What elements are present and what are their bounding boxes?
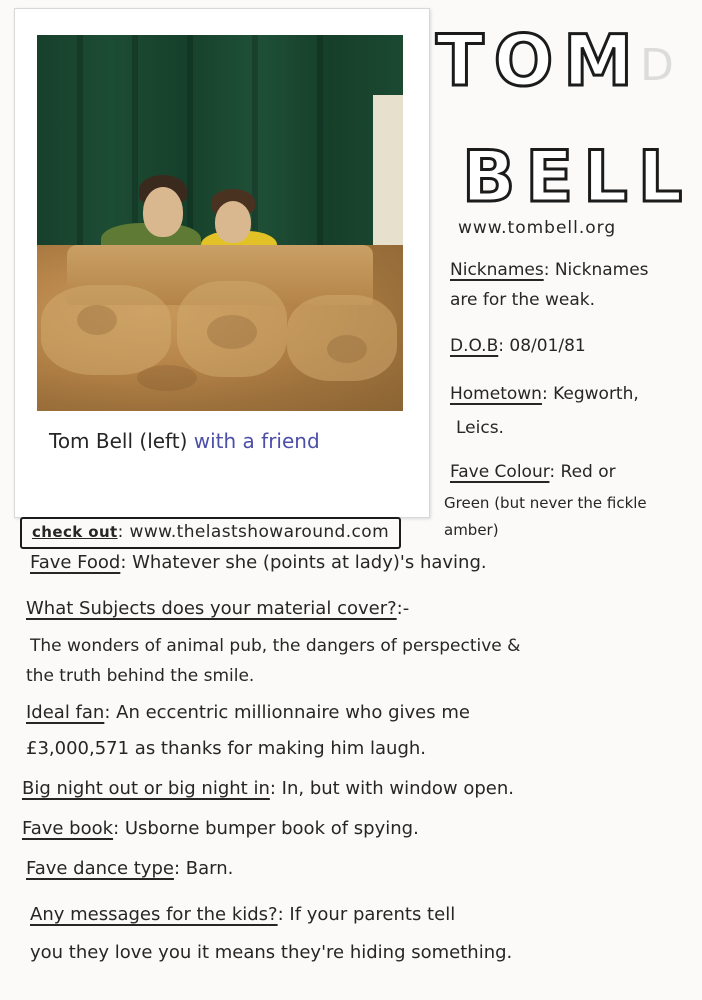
messages-line2: you they love you it means they're hiding something. [30,942,513,963]
hometown-line1: : Kegworth, [541,384,639,404]
check-out-url[interactable]: : www.thelastshowaround.com [117,522,390,542]
title-first-name: TOM [436,20,643,102]
fave-food-value: : Whatever she (points at lady)'s having. [120,552,487,573]
caption-friend: with a friend [193,429,320,453]
dob-label: D.O.B [450,336,499,356]
check-out-label: check out [32,523,118,541]
nicknames-label: Nicknames [450,260,544,280]
messages-line1: : If your parents tell [277,904,456,925]
dance-value: : Barn. [173,858,234,879]
fave-book-value: : Usborne bumper book of spying. [113,818,419,839]
fave-colour-line1: : Red or [549,462,616,482]
subjects-suffix: :- [396,598,410,619]
field-fave-book [22,818,419,839]
big-night-value: : In, but with window open. [269,778,514,799]
fave-colour-line2: Green (but never the fickle [444,494,647,512]
fave-book-label: Fave book [22,818,114,839]
polaroid-photo [14,8,430,518]
ideal-fan-line2: £3,000,571 as thanks for making him laugh. [26,738,427,759]
subjects-line1: The wonders of animal pub, the dangers of perspective & [30,636,521,656]
field-messages [30,904,455,925]
dob-value: : 08/01/81 [498,336,586,356]
hometown-label: Hometown [450,384,542,404]
field-subjects [26,598,409,619]
field-fave-colour [450,462,616,482]
ghost-text: D [640,40,674,91]
nicknames-line1: : Nicknames [543,260,649,280]
website-link[interactable]: www.tombell.org [458,218,617,238]
title-last-name: BELL [462,136,693,218]
fave-colour-label: Fave Colour [450,462,550,482]
subjects-label: What Subjects does your material cover? [26,598,397,619]
field-dob [450,336,586,356]
dance-label: Fave dance type [26,858,174,879]
fave-food-label: Fave Food [30,552,121,573]
field-dance-type [26,858,233,879]
field-big-night [22,778,514,799]
fave-colour-line3: amber) [444,521,499,539]
subjects-line2: the truth behind the smile. [26,666,255,686]
field-fave-food [30,552,487,573]
big-night-label: Big night out or big night in [22,778,270,799]
check-out-box[interactable] [20,517,401,549]
photo [37,35,403,411]
hometown-line2: Leics. [456,418,504,438]
ideal-fan-line1: : An eccentric millionnaire who gives me [104,702,470,723]
photo-caption [49,429,320,453]
field-hometown [450,384,639,404]
messages-label: Any messages for the kids? [30,904,278,925]
caption-subject: Tom Bell (left) [49,429,188,453]
field-nicknames [450,260,649,280]
field-ideal-fan [26,702,470,723]
ideal-fan-label: Ideal fan [26,702,105,723]
nicknames-line2: are for the weak. [450,290,596,310]
